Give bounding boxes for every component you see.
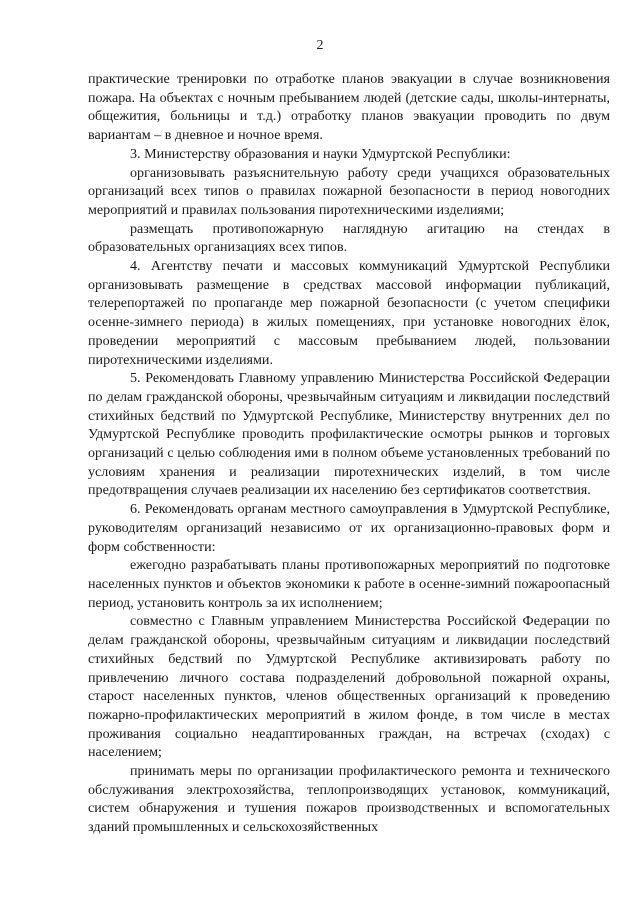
paragraph-item-3-visual-agitation: размещать противопожарную наглядную агитацию на стендах в образовательных организациях всех типов. — [88, 220, 610, 256]
paragraph-item-6-volunteer-fire: совместно с Главным управлением Министерства Российской Федерации по делам гражданской обороны, чрезвычайным ситуациям и ликвидации последствий стихийных бедствий по Удмуртской Республике активизировать работу по привлечению личного состава подразделений добровольной пожарной охраны, старост населенных пунктов, членов общественных организаций к проведению пожарно-профилактических мероприятий в жилом фонде, в том числе в местах проживания социально неадаптированных граждан, на встречах (сходах) с населением; — [88, 613, 610, 761]
paragraph-item-3-explanatory-work: организовывать разъяснительную работу среди учащихся образовательных организаций всех типов о правилах пожарной безопасности в период новогодних мероприятий и правилах пользования пиротехническими изделиями; — [88, 164, 610, 218]
paragraph-item-6-heading: 6. Рекомендовать органам местного самоуправления в Удмуртской Республике, руководителям организаций независимо от их организационно-правовых форм и форм собственности: — [88, 501, 610, 555]
paragraph-item-5: 5. Рекомендовать Главному управлению Министерства Российской Федерации по делам гражданской обороны, чрезвычайным ситуациям и ликвидации последствий стихийных бедствий по Удмуртской Республике, Министерству внутренних дел по Удмуртской Республике проводить профилактические осмотры рынков и торговых организаций с целью соблюдения ими в полном объеме установленных требований по условиям хранения и реализации пиротехнических изделий, в том числе предотвращения случаев реализации их населению без сертификатов соответствия. — [88, 370, 610, 499]
paragraph-item-6-maintenance: принимать меры по организации профилактического ремонта и технического обслуживания электрохозяйства, теплопроизводящих установок, коммуникаций, систем обнаружения и тушения пожаров производственных и вспомогательных зданий промышленных и сельскохозяйственных — [88, 763, 610, 836]
paragraph-item-3-heading: 3. Министерству образования и науки Удмуртской Республики: — [130, 145, 511, 162]
paragraph-item-4: 4. Агентству печати и массовых коммуникаций Удмуртской Республики организовывать размещение в средствах массовой информации публикаций, телерепортажей по пропаганде мер пожарной безопасности (с учетом специфики осенне-зимнего периода) в жилых помещениях, при установке новогодних ёлок, проведении мероприятий с массовым пребыванием людей, пользовании пиротехническими изделиями. — [88, 258, 610, 368]
paragraph-item-6-annual-plans: ежегодно разрабатывать планы противопожарных мероприятий по подготовке населенных пунктов и объектов экономики к работе в осенне-зимний пожароопасный период, установить контроль за их исполнением; — [88, 557, 610, 611]
document-body — [88, 70, 610, 837]
page-number: 2 — [316, 38, 324, 53]
paragraph-evacuation-drills: практические тренировки по отработке планов эвакуации в случае возникновения пожара. На объектах с ночным пребыванием людей (детские сады, школы-интернаты, общежития, больницы и т.д.) отработку планов эвакуации проводить по двум вариантам – в дневное и ночное время. — [88, 71, 610, 144]
